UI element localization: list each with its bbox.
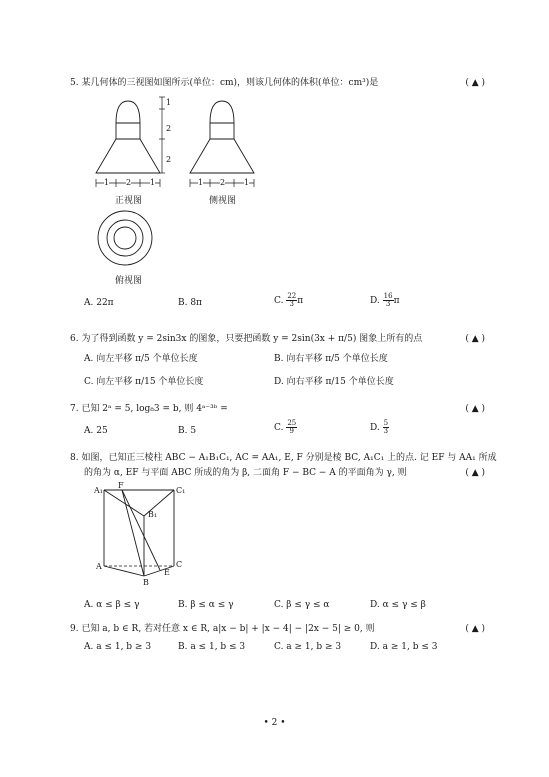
q6-option-c: C. 向左平移 π/15 个单位长度 [84, 377, 204, 387]
q7-c-numerator: 25 [287, 419, 297, 427]
label-e: E [164, 568, 170, 577]
q8-answer-mark: ( ▲ ) [465, 468, 485, 478]
side-view-drawing [190, 101, 254, 173]
q7-answer-mark: ( ▲ ) [465, 404, 485, 414]
q5-option-d: D. $\frac{16}{3}$ π [370, 292, 400, 308]
front-view-drawing [96, 101, 160, 173]
q6-option-d: D. 向右平移 π/15 个单位长度 [274, 377, 394, 387]
q7-option-c: C. $\frac{25}{9}$ [274, 419, 297, 435]
q7-option-b: B. 5 [178, 426, 197, 436]
q7-c-denominator: 9 [289, 427, 294, 435]
q5-d-denominator: 3 [385, 300, 391, 308]
q9-answer-mark: ( ▲ ) [465, 624, 485, 634]
q7-option-a: A. 25 [84, 426, 108, 436]
q7-option-d: D. $\frac{5}{3}$ [370, 419, 389, 435]
q7-d-denominator: 3 [383, 427, 389, 435]
q9-option-c: C. a ≥ 1, b ≥ 3 [274, 642, 342, 652]
label-c: C [176, 560, 183, 569]
q5-d-numerator: 16 [383, 292, 393, 300]
dim-label-top: 1 [166, 98, 172, 107]
q8-stem-line1: 8. 如图，已知正三棱柱 ABC − A₁B₁C₁, AC = AA₁, E, F 分别是棱 BC, A₁C₁ 上的点. 记 EF 与 AA₁ 所成 [70, 453, 497, 463]
side-dim-label-right: 1 [244, 178, 250, 187]
q6-option-a: A. 向左平移 π/5 个单位长度 [84, 354, 198, 364]
dim-label-left: 1 [104, 178, 110, 187]
horizontal-dimension [96, 179, 254, 187]
vertical-dimension [159, 97, 165, 173]
q9-option-d: D. a ≥ 1, b ≤ 3 [370, 642, 438, 652]
page-number: • 2 • [263, 718, 286, 728]
label-b: B [143, 578, 149, 587]
q8-prism-figure [90, 480, 190, 584]
side-dim-label-center: 2 [220, 178, 226, 187]
q5-answer-mark: ( ▲ ) [465, 78, 485, 88]
q5-option-b: B. 8π [178, 298, 202, 308]
q8-option-b: B. β ≤ α ≤ γ [178, 600, 234, 610]
q7-stem: 7. 已知 2ᵃ = 5, log₈3 = b, 则 4ᵃ⁻³ᵇ = [70, 404, 228, 414]
dim-label-right: 1 [150, 178, 156, 187]
q8-option-d: D. α ≤ γ ≤ β [370, 600, 426, 610]
side-dim-label-left: 1 [198, 178, 204, 187]
q5-stem: 5. 某几何体的三视图如图所示(单位：cm)，则该几何体的体积(单位：cm³)是 [70, 78, 379, 88]
dim-label-mid: 2 [166, 124, 172, 133]
q8-stem-line2: 的角为 α, EF 与平面 ABC 所成的角为 β, 二面角 F − BC − A 的平面角为 γ, 则 [84, 468, 407, 478]
q7-d-numerator: 5 [383, 419, 389, 427]
label-a: A [96, 562, 102, 571]
q6-stem: 6. 为了得到函数 y = 2sin3x 的图象，只要把函数 y = 2sin(3x + π/5) 图象上所有的点 [70, 334, 423, 344]
top-view-label: 俯视图 [115, 276, 143, 286]
q5-three-view-figure [88, 95, 288, 205]
q9-option-a: A. a ≤ 1, b ≥ 3 [84, 642, 152, 652]
label-f: F [118, 481, 124, 490]
q6-option-b: B. 向右平移 π/5 个单位长度 [274, 354, 388, 364]
q5-option-a: A. 22π [84, 298, 114, 308]
q9-option-b: B. a ≤ 1, b ≤ 3 [178, 642, 246, 652]
label-a1: A₁ [94, 486, 103, 495]
q8-option-a: A. α ≤ β ≤ γ [84, 600, 140, 610]
label-b1: B₁ [148, 510, 158, 519]
q8-option-c: C. β ≤ γ ≤ α [274, 600, 330, 610]
q5-option-c: C. $\frac{22}{3}$ π [274, 292, 304, 308]
q6-answer-mark: ( ▲ ) [465, 334, 485, 344]
top-view-drawing [95, 208, 155, 268]
dim-label-center: 2 [126, 178, 132, 187]
q5-c-numerator: 22 [287, 292, 297, 300]
label-c1: C₁ [176, 486, 186, 495]
side-view-label: 侧视图 [209, 196, 237, 206]
q5-c-denominator: 3 [289, 300, 294, 308]
dim-label-low: 2 [166, 155, 172, 164]
q9-stem: 9. 已知 a, b ∈ R, 若对任意 x ∈ R, a|x − b| + |x − 4| − |2x − 5| ≥ 0, 则 [70, 624, 375, 634]
front-view-label: 正视图 [115, 196, 143, 206]
